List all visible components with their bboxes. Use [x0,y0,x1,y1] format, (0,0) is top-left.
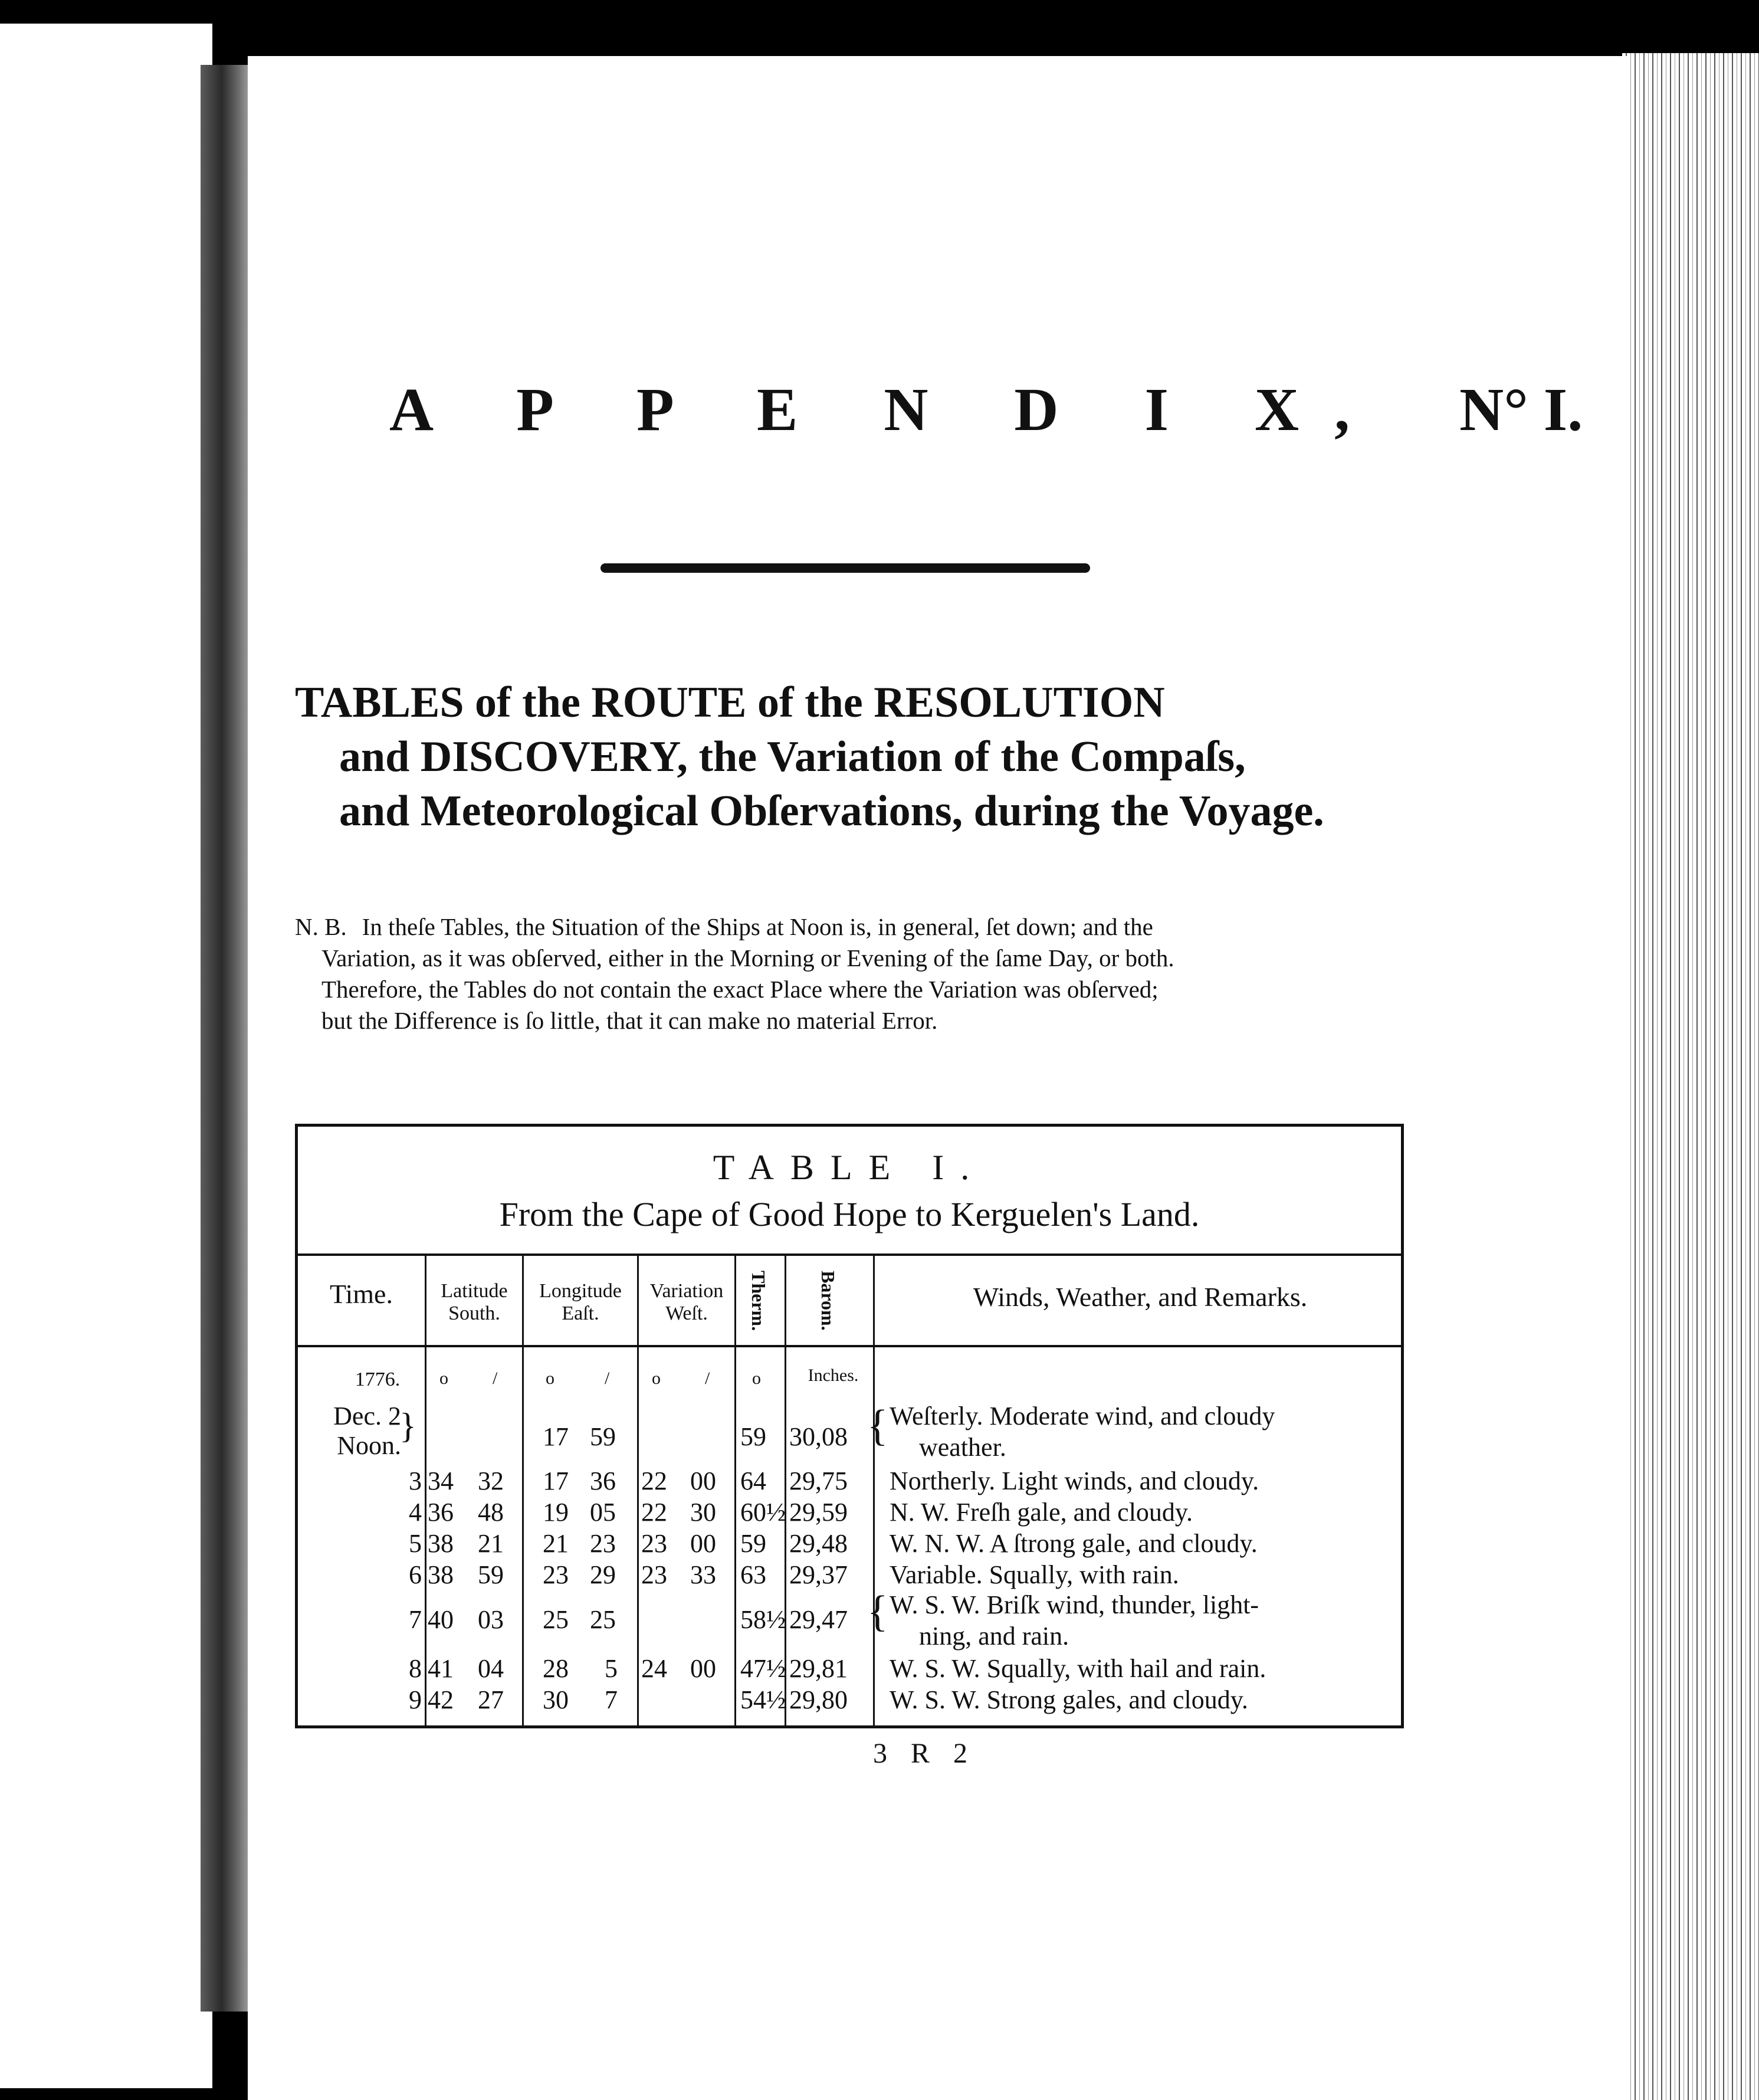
row-5-lat-min: 59 [478,1560,504,1589]
header-time: Time. [330,1279,393,1309]
row-3-lat-min: 48 [478,1498,504,1527]
col-sep-var [734,1254,736,1728]
row-2-lat-min: 32 [478,1466,504,1495]
row-6-lat-min: 03 [478,1605,504,1634]
unit-lat-min: / [493,1369,498,1388]
unit-lat-deg: o [439,1369,448,1388]
row-7-time: 8 [409,1654,422,1683]
row-5-lon-deg: 23 [543,1560,569,1589]
row-2-lon-deg: 17 [543,1466,569,1495]
col-sep-barom [873,1254,875,1728]
row-1-lon-min: 59 [590,1422,616,1451]
header-longitude [524,1280,637,1325]
row-6-remark-brace: { [867,1587,888,1636]
row-5-barom: 29,37 [789,1560,848,1589]
row-2-lon-min: 36 [590,1466,616,1495]
row-4-remark: W. N. W. A ſtrong gale, and cloudy. [890,1529,1258,1558]
note-line-2: Variation, as it was obſerved, either in the Morning or Evening of the ſame Day, or both. [321,944,1174,972]
row-6-remark-cont: ning, and rain. [919,1622,1069,1651]
header-longitude-1: Longitude [539,1280,622,1302]
page-edges [1622,53,1759,2100]
row-3-var-min: 30 [690,1498,716,1527]
row-3-lon-min: 05 [590,1498,616,1527]
heading-rule [600,563,1090,573]
row-6-therm: 58½ [740,1605,786,1634]
row-4-lon-deg: 21 [543,1529,569,1558]
row-5-var-deg: 23 [641,1560,667,1589]
row-2-remark: Northerly. Light winds, and cloudy. [890,1466,1259,1495]
row-4-var-min: 00 [690,1529,716,1558]
row-5-time: 6 [409,1560,422,1589]
row-5-therm: 63 [740,1560,766,1589]
nota-bene [295,911,1563,1036]
unit-var-deg: o [652,1369,661,1388]
row-1-remark-cont: weather. [919,1433,1006,1462]
header-variation-1: Variation [649,1280,724,1302]
row-3-remark: N. W. Freſh gale, and cloudy. [890,1498,1193,1527]
title-line-3: and Meteorological Obſervations, during the Voyage. [339,787,1324,835]
row-7-remark: W. S. W. Squally, with hail and rain. [890,1654,1266,1683]
row-3-lat-deg: 36 [428,1498,454,1527]
unit-lon-min: / [605,1369,610,1388]
row-3-barom: 29,59 [789,1498,848,1527]
signature-mark: 3 R 2 [873,1738,976,1769]
row-4-var-deg: 23 [641,1529,667,1558]
row-4-lon-min: 23 [590,1529,616,1558]
row-5-lat-deg: 38 [428,1560,454,1589]
row-2-therm: 64 [740,1466,766,1495]
row-2-barom: 29,75 [789,1466,848,1495]
row-1-remark: Weſterly. Moderate wind, and cloudy [890,1402,1275,1430]
row-1-therm: 59 [740,1422,766,1451]
header-latitude-1: Latitude [441,1280,508,1302]
row-8-lon-min: 7 [605,1685,618,1714]
tables-title [295,675,1581,838]
header-variation-2: Weſt. [665,1302,708,1324]
row-8-therm: 54½ [740,1685,786,1714]
unit-var-min: / [705,1369,710,1388]
row-7-lat-min: 04 [478,1654,504,1683]
table-subtitle: From the Cape of Good Hope to Kerguelen's Land. [499,1195,1200,1233]
row-7-var-deg: 24 [641,1654,667,1683]
row-3-lon-deg: 19 [543,1498,569,1527]
header-bottom-rule [298,1345,1401,1347]
row-1-lon-deg: 17 [543,1422,569,1451]
row-6-barom: 29,47 [789,1605,848,1634]
row-7-var-min: 00 [690,1654,716,1683]
header-top-rule [298,1254,1401,1256]
row-1-remark-brace: { [867,1402,888,1450]
row-7-lat-deg: 41 [428,1654,454,1683]
row-8-lat-min: 27 [478,1685,504,1714]
appendix-number: N° I. [1459,376,1583,444]
unit-year: 1776. [355,1369,401,1390]
unit-barom: Inches. [808,1366,859,1385]
table-title: TABLE I. [713,1148,986,1187]
row-8-lat-deg: 42 [428,1685,454,1714]
row-6-lon-deg: 25 [543,1605,569,1634]
row-2-lat-deg: 34 [428,1466,454,1495]
header-latitude [426,1280,522,1325]
header-latitude-2: South. [448,1302,500,1324]
row-1-time-noon: Noon. [337,1431,401,1460]
appendix-heading [389,375,1583,445]
facing-page-edge [0,24,212,2088]
row-6-lat-deg: 40 [428,1605,454,1634]
note-label: N. B. [295,913,347,940]
header-variation [639,1280,734,1325]
header-longitude-2: Eaſt. [562,1302,599,1324]
row-4-time: 5 [409,1529,422,1558]
row-1-time: Dec. 2 [333,1402,401,1430]
row-8-remark: W. S. W. Strong gales, and cloudy. [890,1685,1248,1714]
row-5-remark: Variable. Squally, with rain. [890,1560,1179,1589]
row-3-var-deg: 22 [641,1498,667,1527]
note-line-4: but the Difference is ſo little, that it can make no material Error. [321,1007,938,1034]
row-5-var-min: 33 [690,1560,716,1589]
row-2-var-min: 00 [690,1466,716,1495]
unit-therm-deg: o [752,1369,761,1388]
row-7-lon-deg: 28 [543,1654,569,1683]
row-1-time-brace: } [399,1406,416,1445]
row-8-time: 9 [409,1685,422,1714]
row-3-time: 4 [409,1498,422,1527]
appendix-word: A P P E N D I X, [389,376,1386,444]
route-table [295,1124,1404,1728]
row-6-time: 7 [409,1605,422,1634]
row-5-lon-min: 29 [590,1560,616,1589]
row-7-barom: 29,81 [789,1654,848,1683]
title-line-1: TABLES of the ROUTE of the RESOLUTION [295,678,1165,727]
note-line-3: Therefore, the Tables do not contain the exact Place where the Variation was obſerved; [321,976,1159,1003]
unit-lon-deg: o [546,1369,554,1388]
book-binding-shadow [201,65,248,2012]
row-3-therm: 60½ [740,1498,786,1527]
row-2-var-deg: 22 [641,1466,667,1495]
row-4-lat-deg: 38 [428,1529,454,1558]
row-4-lat-min: 21 [478,1529,504,1558]
title-line-2: and DISCOVERY, the Variation of the Compaſs, [339,733,1246,781]
book-page [248,56,1628,2100]
header-remarks: Winds, Weather, and Remarks. [973,1282,1308,1312]
row-7-lon-min: 5 [605,1654,618,1683]
row-6-remark: W. S. W. Briſk wind, thunder, light- [890,1590,1259,1619]
row-1-barom: 30,08 [789,1422,848,1451]
row-8-lon-deg: 30 [543,1685,569,1714]
row-4-barom: 29,48 [789,1529,848,1558]
row-8-barom: 29,80 [789,1685,848,1714]
row-7-therm: 47½ [740,1654,786,1683]
row-4-therm: 59 [740,1529,766,1558]
row-6-lon-min: 25 [590,1605,616,1634]
header-barom: Barom. [818,1271,839,1331]
header-therm: Therm. [748,1270,769,1331]
row-2-time: 3 [409,1466,422,1495]
note-line-1: In theſe Tables, the Situation of the Ships at Noon is, in general, ſet down; and the [362,913,1153,940]
